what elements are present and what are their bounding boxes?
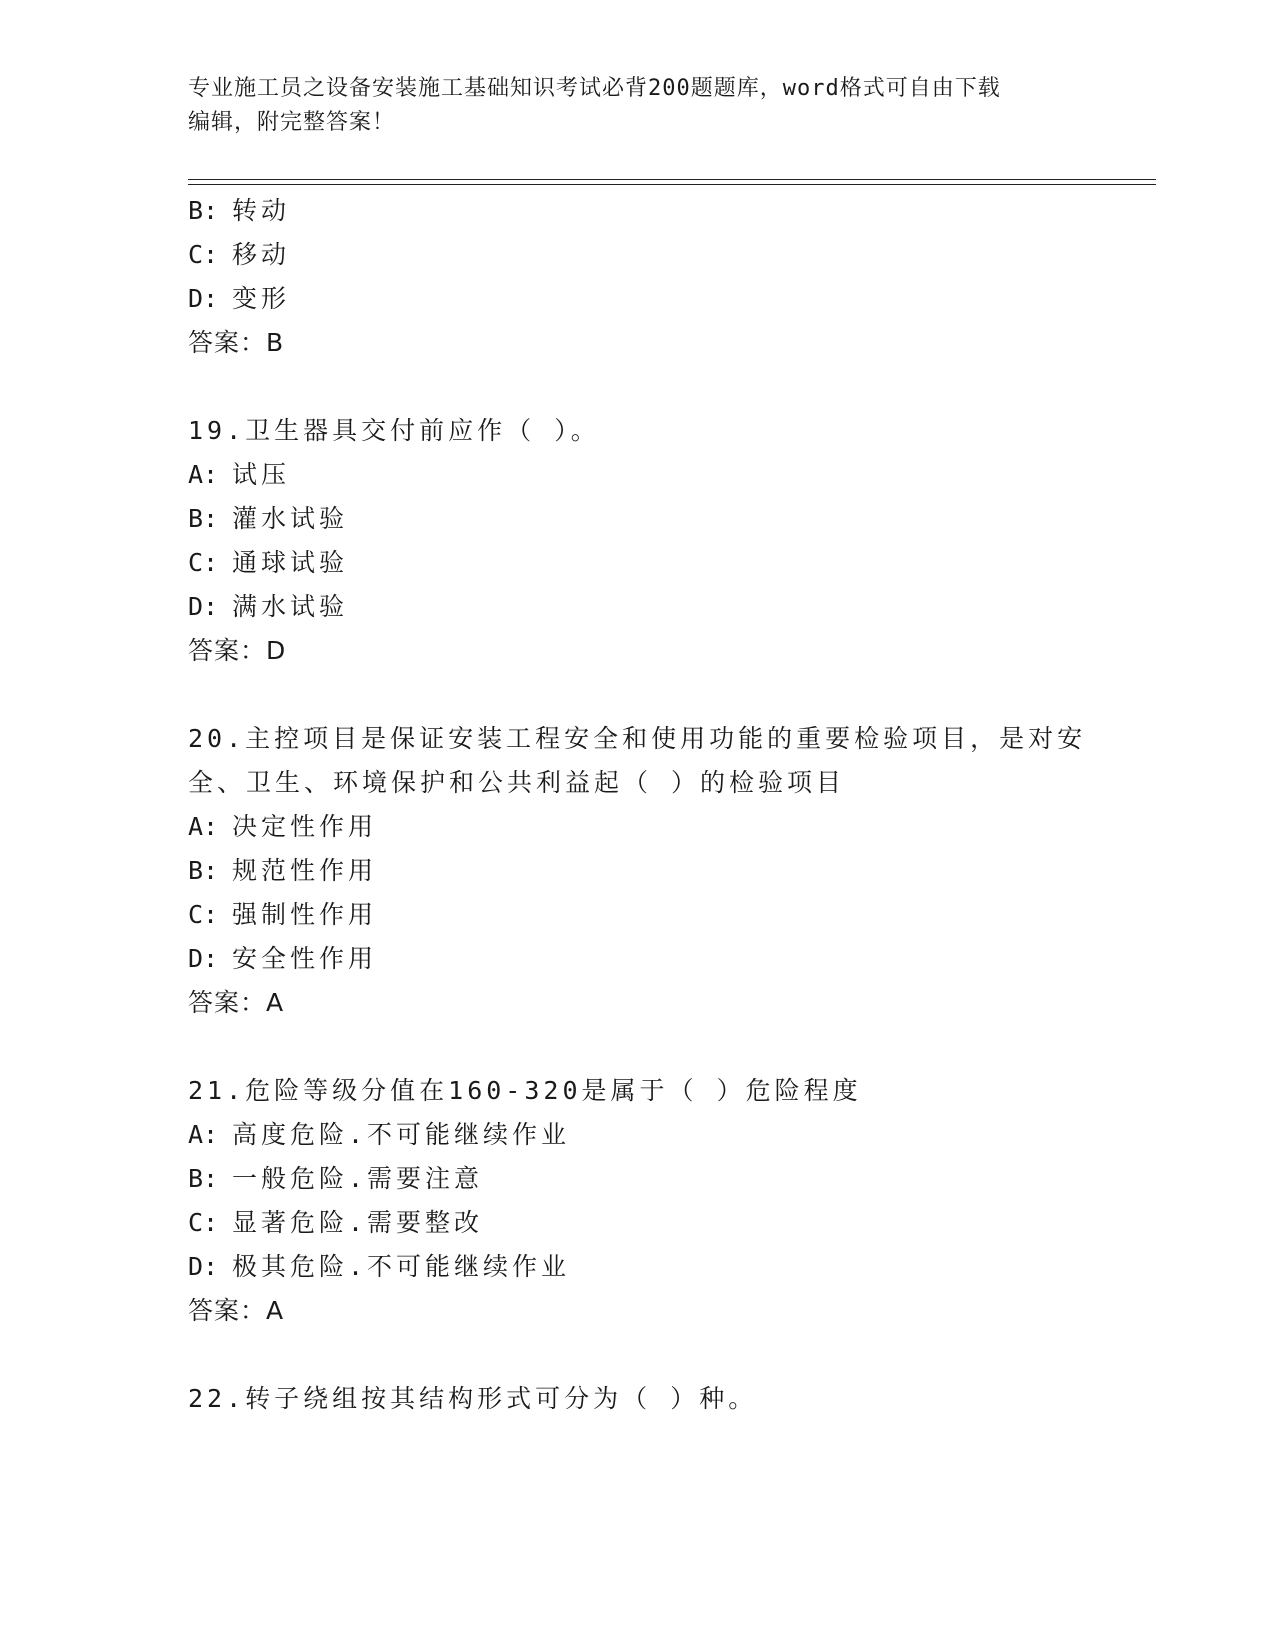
q18-answer: 答案：B [188, 328, 285, 357]
option-text: 转动 [232, 196, 291, 225]
q19-option-d [188, 590, 348, 624]
q18-option-b [188, 194, 290, 228]
option-text: 灌水试验 [232, 504, 349, 533]
q20-option-a [188, 810, 377, 844]
option-label: A: [188, 1120, 219, 1149]
option-text: 决定性作用 [232, 812, 378, 841]
option-text: 极其危险.不可能继续作业 [232, 1252, 571, 1281]
option-label: B: [188, 504, 219, 533]
header-divider [188, 184, 1156, 185]
option-label: A: [188, 460, 219, 489]
option-label: A: [188, 812, 219, 841]
q21-answer: 答案：A [188, 1296, 285, 1325]
option-text: 一般危险.需要注意 [232, 1164, 484, 1193]
q21-stem: 21.危险等级分值在160-320是属于（ ）危险程度 [188, 1076, 862, 1105]
option-text: 满水试验 [232, 592, 349, 621]
option-label: D: [188, 592, 219, 621]
q20-option-b [188, 854, 377, 888]
q21-option-b [188, 1162, 483, 1196]
q19-answer: 答案：D [188, 636, 287, 665]
q19-stem: 19.卫生器具交付前应作（ ）。 [188, 416, 600, 445]
option-label: B: [188, 1164, 219, 1193]
document-header [188, 72, 1078, 140]
q20-option-c [188, 898, 377, 932]
q19-option-a [188, 458, 290, 492]
option-text: 显著危险.需要整改 [232, 1208, 484, 1237]
option-text: 试压 [232, 460, 291, 489]
option-text: 强制性作用 [232, 900, 378, 929]
option-label: C: [188, 900, 219, 929]
option-text: 变形 [232, 284, 291, 313]
option-label: D: [188, 284, 219, 313]
q22-stem: 22.转子绕组按其结构形式可分为（ ）种。 [188, 1384, 758, 1413]
q20-stem-line-2: 全、卫生、环境保护和公共利益起（ ）的检验项目 [188, 768, 846, 797]
q21-option-a [188, 1118, 570, 1152]
q19-option-b [188, 502, 348, 536]
q20-answer: 答案：A [188, 988, 285, 1017]
option-text: 高度危险.不可能继续作业 [232, 1120, 571, 1149]
option-label: C: [188, 548, 219, 577]
option-label: D: [188, 1252, 219, 1281]
option-label: D: [188, 944, 219, 973]
option-label: C: [188, 1208, 219, 1237]
q18-option-d [188, 282, 290, 316]
option-label: B: [188, 856, 219, 885]
option-text: 移动 [232, 240, 291, 269]
option-label: C: [188, 240, 219, 269]
q20-option-d [188, 942, 377, 976]
option-label: B: [188, 196, 219, 225]
option-text: 规范性作用 [232, 856, 378, 885]
q21-option-d [188, 1250, 570, 1284]
q19-option-c [188, 546, 348, 580]
header-divider [188, 179, 1156, 180]
option-text: 安全性作用 [232, 944, 378, 973]
q20-stem-line-1: 20.主控项目是保证安装工程安全和使用功能的重要检验项目，是对安 [188, 724, 1087, 753]
header-title-line-2: 编辑，附完整答案！ [188, 110, 396, 135]
q21-option-c [188, 1206, 483, 1240]
header-title-line-1: 专业施工员之设备安装施工基础知识考试必背200题题库，word格式可自由下载 [188, 76, 1001, 101]
q18-option-c [188, 238, 290, 272]
option-text: 通球试验 [232, 548, 349, 577]
